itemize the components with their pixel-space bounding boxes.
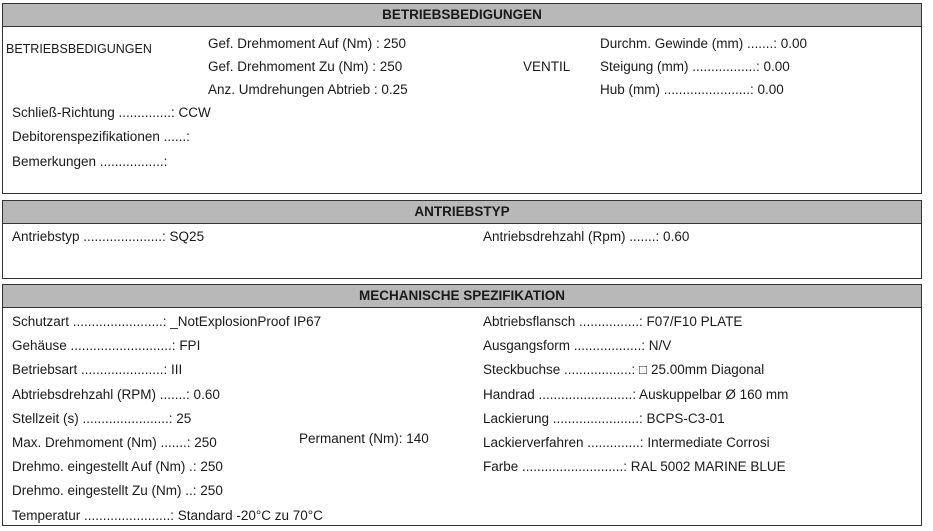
mech-left-row: Schutzart ........................: _NotExplosionProof IP67 — [12, 314, 322, 329]
permanent-drehmoment: Permanent (Nm): 140 — [299, 431, 429, 446]
schliess-richtung: Schließ-Richtung ..............: CCW — [12, 105, 211, 120]
mech-right-row: Abtriebsflansch ................: F07/F10 PLATE — [483, 314, 743, 329]
section-antriebstyp — [2, 200, 922, 279]
mech-right-row: Steckbuchse ..................: □ 25.00mm Diagonal — [483, 362, 765, 378]
gewinde: Durchm. Gewinde (mm) .......: 0.00 — [600, 36, 808, 51]
mech-left-row: Stellzeit (s) .......................: 25 — [12, 410, 192, 426]
ventil-label: VENTIL — [523, 59, 571, 74]
section-header: ANTRIEBSTYP — [3, 201, 921, 224]
section-mechanische-spezifikation — [2, 284, 922, 526]
mech-right-row: Farbe ...........................: RAL 5002 MARINE BLUE — [483, 459, 786, 475]
section-header: MECHANISCHE SPEZIFIKATION — [3, 285, 921, 308]
mech-right-row: Lackierung .......................: BCPS-C3-01 — [483, 410, 725, 426]
bemerkungen: Bemerkungen .................: — [12, 154, 168, 169]
side-label: BETRIEBSBEDIGUNGEN — [6, 42, 152, 56]
mech-right-row: Ausgangsform ..................: N/V — [483, 338, 672, 354]
antriebstyp: Antriebstyp .....................: SQ25 — [12, 229, 205, 244]
drehmoment-auf: Gef. Drehmoment Auf (Nm) : 250 — [208, 36, 407, 51]
mech-left-row: Max. Drehmoment (Nm) .......: 250 — [12, 435, 217, 450]
mech-right-row: Lackierverfahren ..............: Intermediate Corrosi — [483, 435, 770, 450]
drehmoment-zu: Gef. Drehmoment Zu (Nm) : 250 — [208, 59, 403, 74]
hub: Hub (mm) .......................: 0.00 — [600, 82, 784, 97]
mech-left-row: Temperatur .......................: Standard -20°C zu 70°C — [12, 507, 323, 523]
mech-left-row: Drehmo. eingestellt Auf (Nm) .: 250 — [12, 459, 223, 475]
mech-left-row: Gehäuse ...........................: FPI — [12, 338, 201, 354]
mech-left-row: Drehmo. eingestellt Zu (Nm) ..: 250 — [12, 483, 223, 499]
section-betriebsbedingungen — [2, 3, 922, 194]
section-header: BETRIEBSBEDIGUNGEN — [3, 4, 921, 27]
umdrehungen: Anz. Umdrehungen Abtrieb : 0.25 — [208, 82, 408, 97]
mech-right-row: Handrad .........................: Auskuppelbar Ø 160 mm — [483, 386, 789, 402]
mech-left-row: Betriebsart ......................: III — [12, 362, 183, 378]
mech-left-row: Abtriebsdrehzahl (RPM) .......: 0.60 — [12, 386, 220, 402]
antriebsdrehzahl: Antriebsdrehzahl (Rpm) .......: 0.60 — [483, 229, 690, 244]
debitoren: Debitorenspezifikationen ......: — [12, 129, 190, 144]
steigung: Steigung (mm) .................: 0.00 — [600, 59, 790, 74]
